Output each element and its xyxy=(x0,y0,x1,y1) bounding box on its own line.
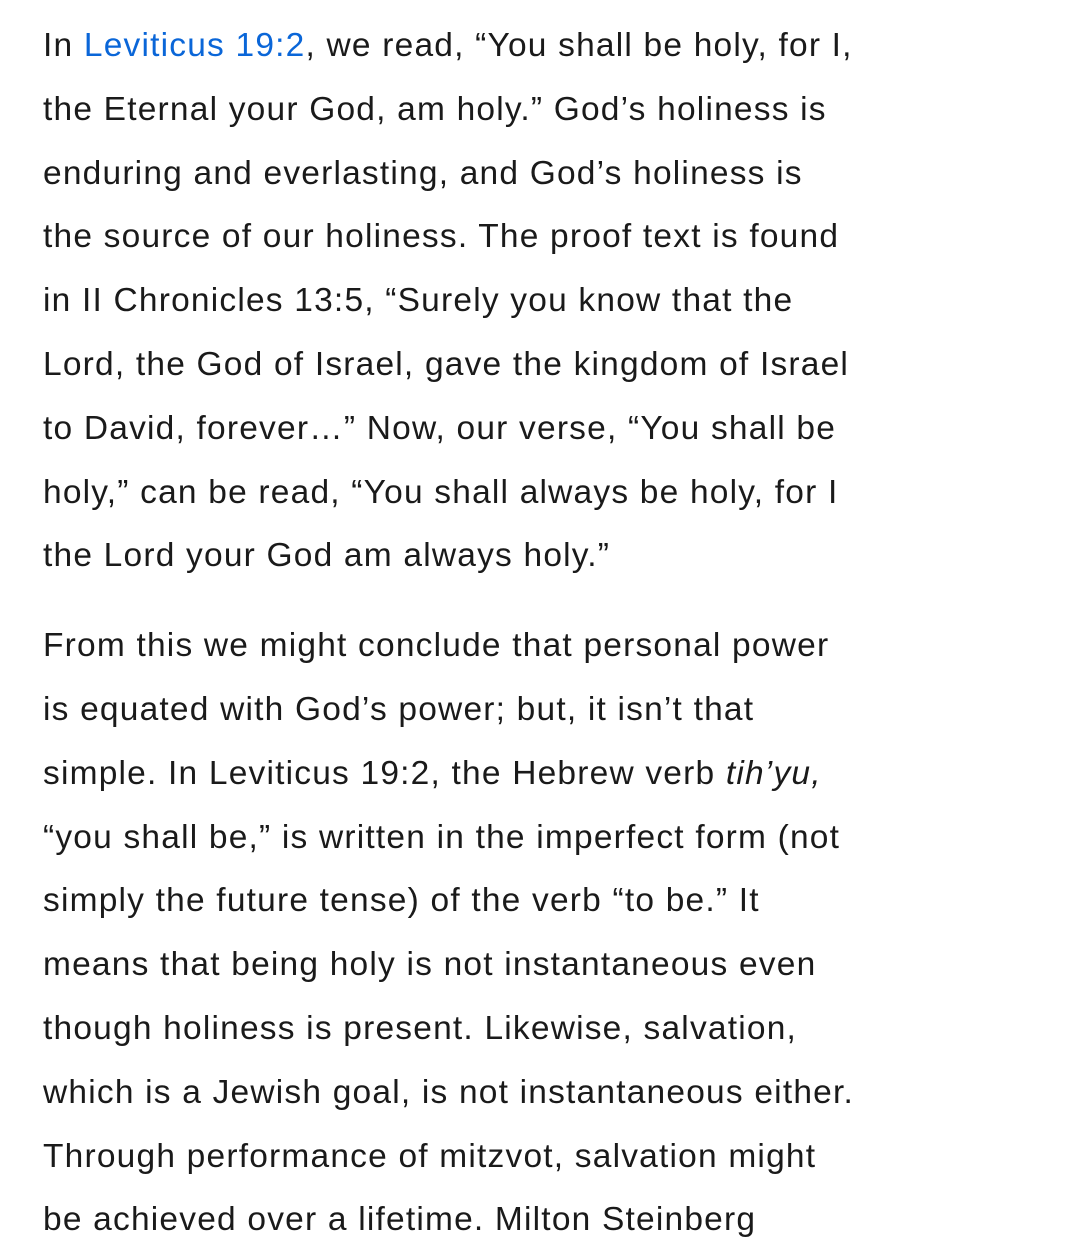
paragraph-2 xyxy=(43,614,1043,1252)
paragraph-2-line-10: be achieved over a lifetime. Milton Steinberg xyxy=(43,1201,757,1239)
paragraph-2-line-1: From this we might conclude that personal power xyxy=(43,627,830,665)
paragraph-1-line-3: enduring and everlasting, and God’s holiness is xyxy=(43,154,803,192)
paragraph-1-line-7: to David, forever…” Now, our verse, “You shall be xyxy=(43,409,837,447)
text-segment: simple. In Leviticus 19:2, the Hebrew verb xyxy=(43,754,726,792)
paragraph-1-line-2: the Eternal your God, am holy.” God’s holiness is xyxy=(43,90,827,128)
paragraph-1-line-4: the source of our holiness. The proof text is found xyxy=(43,218,840,256)
paragraph-2-line-2: is equated with God’s power; but, it isn’t that xyxy=(43,690,755,728)
text-segment: , we read, “You shall be holy, for I, xyxy=(305,27,853,64)
hebrew-term: tih’yu, xyxy=(725,754,822,792)
paragraph-2-line-8: which is a Jewish goal, is not instantaneous either. xyxy=(43,1073,854,1111)
paragraph-1-line-8: holy,” can be read, “You shall always be holy, for I xyxy=(43,473,839,511)
paragraph-1-line-6: Lord, the God of Israel, gave the kingdom of Israel xyxy=(43,345,850,383)
paragraph-1-line-9: the Lord your God am always holy.” xyxy=(43,537,611,575)
article-body xyxy=(43,14,1043,1252)
paragraph-1 xyxy=(43,14,1043,588)
paragraph-2-line-5: simply the future tense) of the verb “to be.” It xyxy=(43,882,760,920)
paragraph-2-line-7: though holiness is present. Likewise, salvation, xyxy=(43,1009,798,1047)
paragraph-1-line-5: in II Chronicles 13:5, “Surely you know that the xyxy=(43,282,794,320)
paragraph-2-line-3 xyxy=(43,742,1043,806)
paragraph-2-line-4: “you shall be,” is written in the imperfect form (not xyxy=(43,818,841,856)
paragraph-2-line-9: Through performance of mitzvot, salvation might xyxy=(43,1137,817,1175)
paragraph-2-line-6: means that being holy is not instantaneous even xyxy=(43,946,817,984)
text-segment: In xyxy=(43,27,84,64)
leviticus-19-2-link[interactable]: Leviticus 19:2 xyxy=(83,27,306,64)
paragraph-1-line-1 xyxy=(43,14,1043,78)
